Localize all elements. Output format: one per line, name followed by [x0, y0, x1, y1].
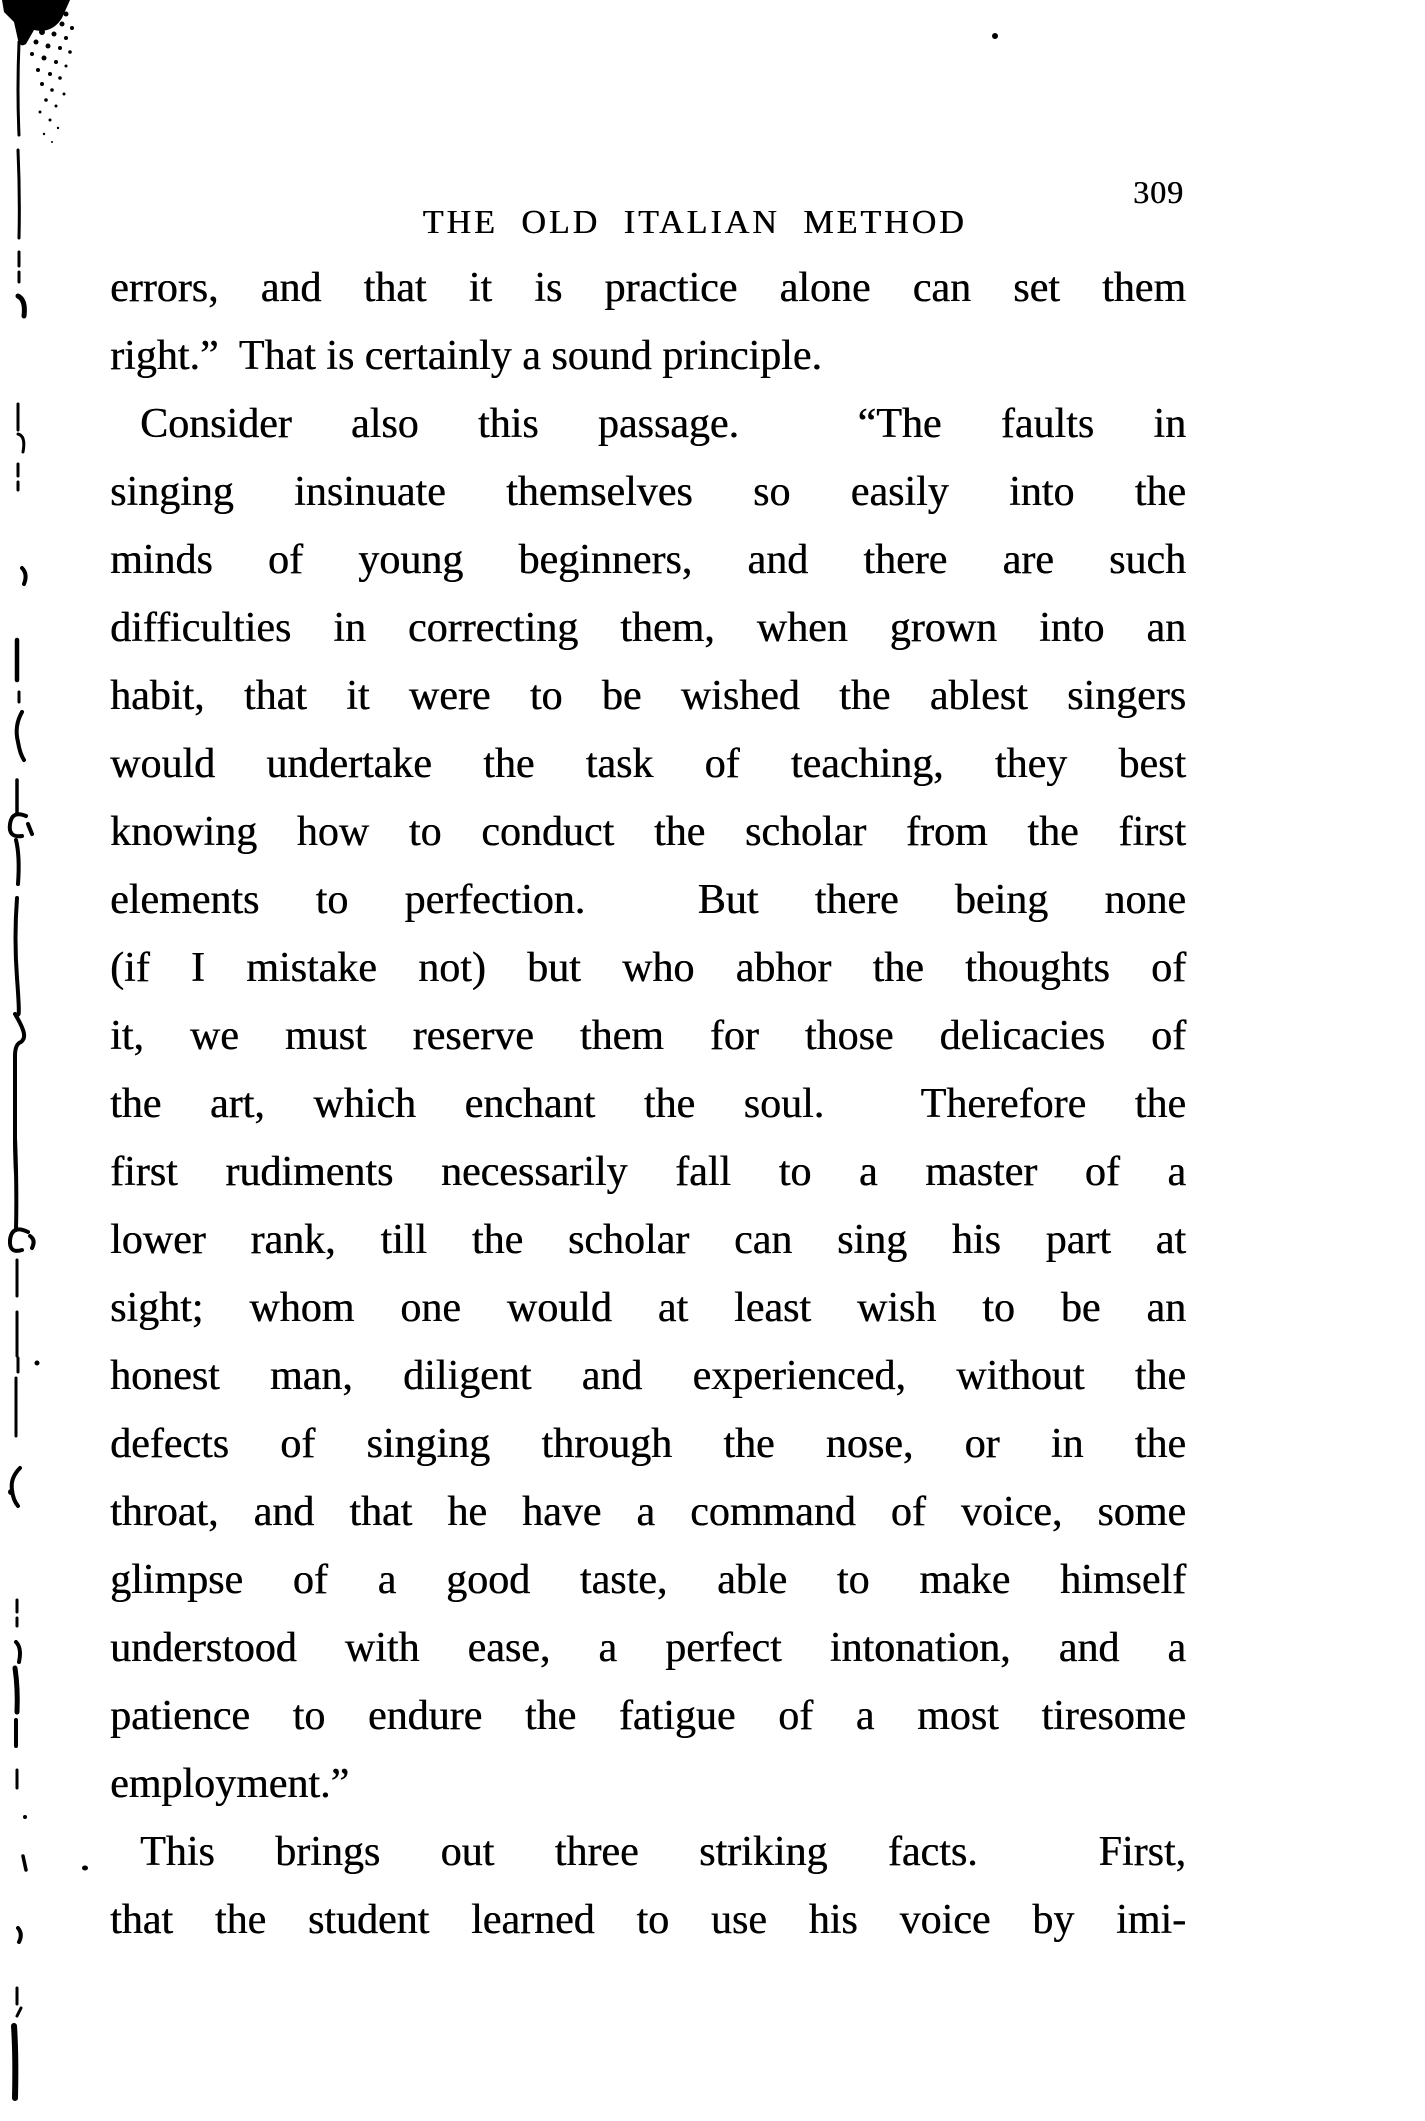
text-line: singing insinuate themselves so easily into the: [110, 469, 1186, 515]
gutter-bar-2: [15, 1668, 17, 1712]
page-title: THE OLD ITALIAN METHOD: [422, 204, 967, 241]
text-line: honest man, diligent and experienced, without the: [110, 1353, 1186, 1399]
gutter-curl-2: [10, 1229, 34, 1251]
gutter-hook-1: [18, 296, 24, 316]
text-line: elements to perfection. But there being none: [110, 877, 1186, 923]
stray-dot-4: [82, 1866, 88, 1871]
gutter-hook-2: [16, 1642, 20, 1662]
gutter-line-top: [18, 42, 19, 238]
gutter-dashes-2: [18, 404, 24, 490]
gutter-stroke-2: [16, 898, 19, 1014]
stray-dot-1: [35, 1361, 40, 1366]
text-line: the art, which enchant the soul. Therefore the: [110, 1081, 1186, 1127]
text-line: (if I mistake not) but who abhor the thoughts of: [110, 945, 1186, 991]
text-line: glimpse of a good taste, able to make himself: [110, 1557, 1186, 1603]
gutter-tick-3: [23, 1856, 26, 1870]
gutter-bar-3: [14, 2026, 15, 2098]
gutter-curve-1: [17, 712, 24, 760]
text-line: right.” That is certainly a sound principle.: [110, 333, 822, 379]
text-line: sight; whom one would at least wish to be an: [110, 1285, 1186, 1331]
text-line: it, we must reserve them for those delicacies of: [110, 1013, 1186, 1059]
text-line: lower rank, till the scholar can sing his part at: [110, 1217, 1186, 1263]
ink-blob: [2, 0, 70, 45]
text-line: minds of young beginners, and there are such: [110, 537, 1186, 583]
text-line: This brings out three striking facts. First,: [140, 1829, 1186, 1875]
stray-dot-2: [8, 1489, 14, 1495]
gutter-stroke-3: [15, 1014, 24, 1174]
gutter-comma-1: [22, 568, 26, 584]
running-header: [110, 172, 1186, 241]
gutter-comma-2: [18, 1928, 21, 1942]
text-line: habit, that it were to be wished the ablest singers: [110, 673, 1186, 719]
text-line: that the student learned to use his voice by imi-: [110, 1897, 1186, 1943]
text-line: would undertake the task of teaching, they best: [110, 741, 1186, 787]
gutter-ticks-4: [17, 1988, 21, 2016]
page-number: 309: [1133, 174, 1184, 210]
text-line: first rudiments necessarily fall to a master of a: [110, 1149, 1186, 1195]
stray-dot-5: [992, 33, 998, 39]
stray-dot-3: [23, 1815, 27, 1819]
gutter-curl-3: [12, 1468, 20, 1506]
gutter-stroke-1: [16, 840, 19, 884]
text-line: patience to endure the fatigue of a most tiresome: [110, 1693, 1186, 1739]
text-line: defects of singing through the nose, or in the: [110, 1421, 1186, 1467]
text-line: throat, and that he have a command of voice, some: [110, 1489, 1186, 1535]
speckle-cloud: [28, 3, 75, 143]
text-line: Consider also this passage. “The faults in: [140, 401, 1186, 447]
gutter-stroke-4: [15, 1138, 16, 1230]
text-line: employment.”: [110, 1761, 350, 1807]
text-line: knowing how to conduct the scholar from the first: [110, 809, 1186, 855]
gutter-curl-1: [10, 814, 32, 836]
text-line: errors, and that it is practice alone can set them: [110, 265, 1186, 311]
text-line: difficulties in correcting them, when grown into an: [110, 605, 1186, 651]
page-text: [110, 254, 1186, 1954]
text-line: understood with ease, a perfect intonation, and a: [110, 1625, 1186, 1671]
